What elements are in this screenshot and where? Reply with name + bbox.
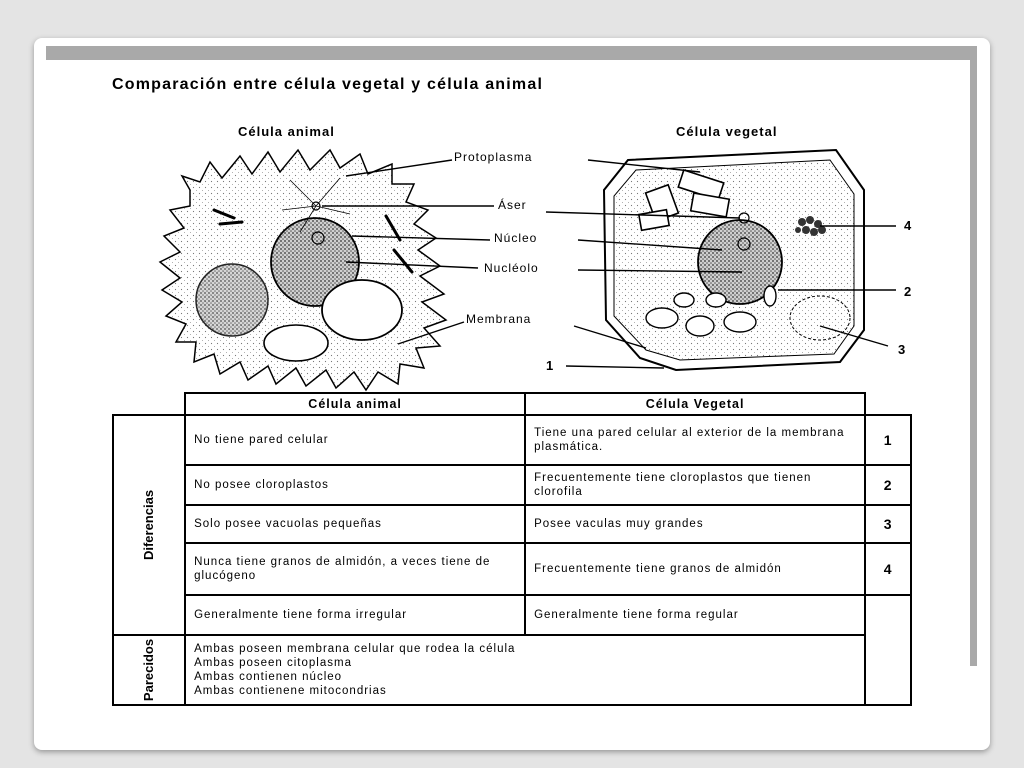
- plant-cell-heading: Célula vegetal: [676, 124, 778, 139]
- row-animal-cell: No posee cloroplastos: [185, 465, 525, 505]
- row-plant-cell: Tiene una pared celular al exterior de la membrana plasmática.: [525, 415, 865, 465]
- table-row: [113, 465, 911, 505]
- differences-label: Diferencias: [141, 489, 157, 560]
- row-plant-cell: Frecuentemente tiene cloroplastos que tienen clorofila: [525, 465, 865, 505]
- animal-vacuole-small: [196, 264, 268, 336]
- similarity-item: Ambas poseen citoplasma: [194, 657, 352, 669]
- differences-label-cell: [113, 415, 185, 635]
- animal-cell: [160, 150, 446, 390]
- label-nucleo: Núcleo: [494, 231, 538, 245]
- row-plant-cell: Posee vaculas muy grandes: [525, 505, 865, 543]
- label-aser: Áser: [498, 198, 527, 212]
- animal-vacuole-medium: [264, 325, 328, 361]
- row-plant-cell: Generalmente tiene forma regular: [525, 595, 865, 635]
- animal-cell-heading: Célula animal: [238, 124, 335, 139]
- row-number: 3: [865, 505, 911, 543]
- animal-vacuole-large: [322, 280, 402, 340]
- comparison-table: [112, 392, 912, 706]
- label-number-2: 2: [904, 284, 913, 299]
- row-plant-cell: Frecuentemente tiene granos de almidón: [525, 543, 865, 595]
- label-number-3: 3: [898, 342, 907, 357]
- similarities-row: [113, 635, 911, 705]
- label-number-4: 4: [904, 218, 913, 233]
- row-number: [865, 595, 911, 635]
- label-number-1: 1: [546, 358, 555, 373]
- similarity-item: Ambas contienene mitocondrias: [194, 685, 387, 697]
- table-row: [113, 595, 911, 635]
- header-plant: Célula Vegetal: [525, 393, 865, 415]
- label-nucleolo: Nucléolo: [484, 261, 539, 275]
- header-animal: Célula animal: [185, 393, 525, 415]
- row-number: 2: [865, 465, 911, 505]
- plant-cell: [604, 150, 864, 370]
- similarity-item: Ambas contienen núcleo: [194, 671, 343, 683]
- row-number: 1: [865, 415, 911, 465]
- similarities-label: Parecidos: [141, 638, 157, 701]
- similarity-item: Ambas poseen membrana celular que rodea la célula: [194, 643, 516, 655]
- row-number: 4: [865, 543, 911, 595]
- similarities-label-cell: [113, 635, 185, 705]
- label-membrana: Membrana: [466, 312, 532, 326]
- row-animal-cell: Solo posee vacuolas pequeñas: [185, 505, 525, 543]
- table-row: [113, 543, 911, 595]
- row-animal-cell: Nunca tiene granos de almidón, a veces tiene de glucógeno: [185, 543, 525, 595]
- slide-title: Comparación entre célula vegetal y célula animal: [112, 76, 544, 93]
- row-animal-cell: No tiene pared celular: [185, 415, 525, 465]
- row-animal-cell: Generalmente tiene forma irregular: [185, 595, 525, 635]
- table-row: [113, 505, 911, 543]
- table-row: [113, 415, 911, 465]
- similarities-cell: [185, 635, 865, 705]
- label-protoplasma: Protoplasma: [454, 150, 533, 164]
- table-header-row: [113, 393, 911, 415]
